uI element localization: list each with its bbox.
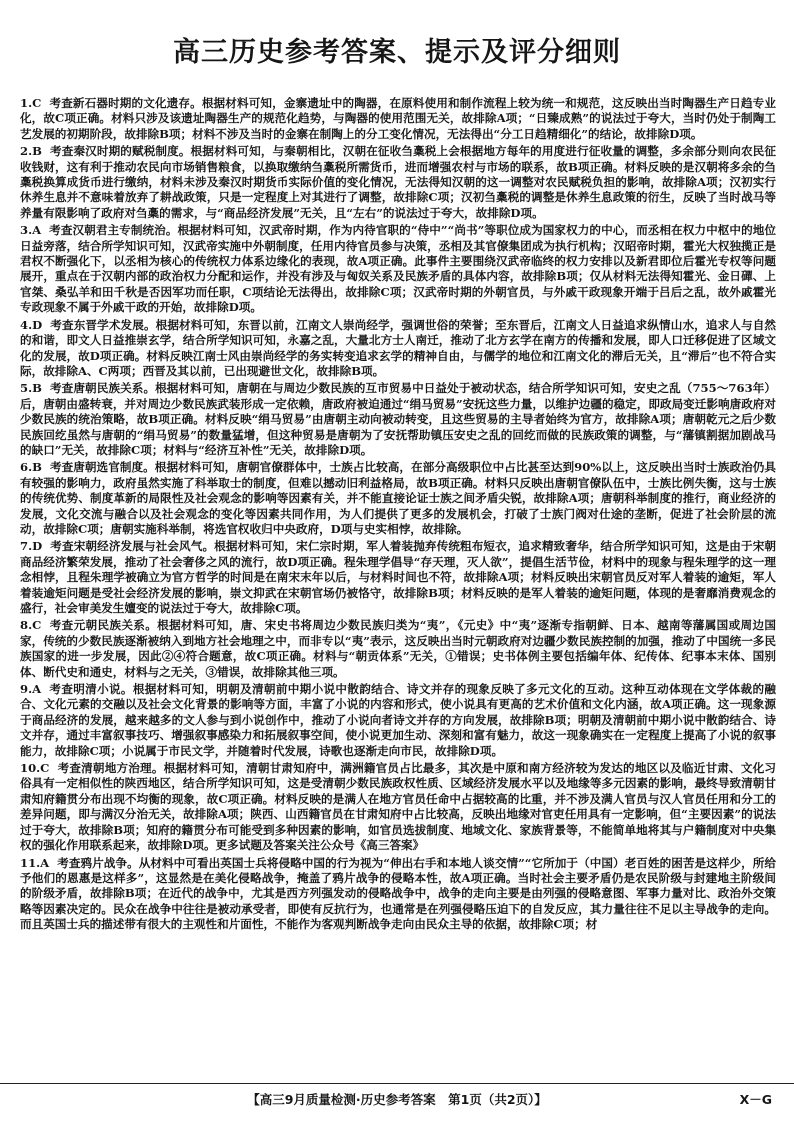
- answer-item: [20, 539, 776, 616]
- answer-item: [20, 144, 776, 221]
- answer-item: [20, 96, 776, 142]
- answer-number: 3.A: [20, 223, 42, 238]
- page-footer: [0, 1083, 794, 1108]
- answer-item: [20, 223, 776, 315]
- answer-explanation: 考查唐朝民族关系。根据材料可知，唐朝在与周边少数民族的互市贸易中日益处于被动状态，结合所学知识可知，安史之乱（755～763年）后，唐朝由盛转衰，并对周边少数民族武装形成一定依赖，唐政府被迫通过“绢马贸易”安抚这些力量，以维护边疆的稳定，即政局变迁影响唐政府对少数民族的统治策略，故B项正确。材料反映“绢马贸易”由唐朝主动向被动转变，且这些贸易的主导者始终为官方，故排除A项；唐朝乾元之后少数民族回纥虽然与唐朝的“绢马贸易”的数量猛增，但这种贸易是唐朝为了安抚帮助镇压安史之乱的回纥而做的民族政策的调整，与“藩镇割据加剧战马的缺口”无关，故排除C项；材料与“经济互补性”无关，故排除D项。: [20, 381, 776, 457]
- answer-number: 11.A: [20, 855, 50, 870]
- answer-number: 5.B: [20, 381, 42, 396]
- answer-number: 6.B: [20, 460, 42, 475]
- answer-explanation: 考查新石器时期的文化遗存。根据材料可知，金寨遗址中的陶器，在原料使用和制作流程上较为统一和规范，这反映出当时陶器生产日趋专业化，故C项正确。材料只涉及该遗址陶器生产的规范化趋势，与陶器的使用范围无关，故排除A项；“日臻成熟”的说法过于夸大，当时仍处于制陶工艺发展的初期阶段，故排除B项；材料不涉及当时的金寨在制陶上的分工变化情况，无法得出“分工日趋精细化”的结论，故排除D项。: [20, 96, 776, 141]
- answer-explanation: 考查宋朝经济发展与社会风气。根据材料可知，宋仁宗时期，军人着装抛弃传统粗布短衣，追求精致奢华，结合所学知识可知，这是由于宋朝商品经济繁荣发展，推动了社会奢侈之风的流行，故D项正确。程朱理学倡导“存天理，灭人欲”，提倡生活节俭，材料中的现象与程朱理学的这一理念相悖，且程朱理学被确立为官方哲学的时间是在南宋末年以后，与材料时间也不符，故排除A项；材料反映出宋朝官员反对军人着装的逾矩，军人着装逾矩问题是受社会经济发展的影响，崇文抑武在宋朝官场仍被恪守，故排除B项；材料反映的是军人着装的逾矩问题，体现的是奢靡消费观念的盛行，社会审美发生嬗变的说法过于夸大，故排除C项。: [20, 539, 776, 615]
- answer-item: [20, 618, 776, 680]
- page-title: 高三历史参考答案、提示及评分细则: [173, 37, 621, 68]
- answer-number: 10.C: [20, 761, 50, 776]
- answer-item: [20, 460, 776, 537]
- footer-version-code: X－G: [739, 1092, 772, 1107]
- answer-explanation: 考查秦汉时期的赋税制度。根据材料可知，与秦朝相比，汉朝在征收刍稾税上会根据地方每年的用度进行征收量的调整，多余部分则向农民征收钱财，这有利于推动农民向市场销售粮食，以换取缴纳刍稾税所需货币，进而增强农村与市场的联系，故B项正确。材料反映的是汉朝将多余的刍稾税换算成货币进行缴纳，材料未涉及秦汉时期货币实际价值的变化情况，无法得知汉朝的这一调整对农民赋税负担的影响，故排除A项；汉初实行休养生息并不意味着放弃了耕战政策，只是一定程度上对其进行了调整，故排除C项；汉初刍稾税的调整是休养生息政策的衍生，反映了当时战马等养量有限影响了政府对刍稾的需求，与“商品经济发展”无关，且“左右”的说法过于夸大，故排除D项。: [20, 144, 776, 220]
- footer-page-info: 【高三9月质量检测·历史参考答案 第1页（共2页）】: [247, 1092, 547, 1107]
- answer-explanation: 考查唐朝选官制度。根据材料可知，唐朝官僚群体中，士族占比较高，在部分高级职位中占比甚至达到90%以上，这反映出当时士族政治仍具有较强的影响力，政府虽然实施了科举取士的制度，但难以撼动旧利益格局，故B项正确。材料只反映出唐朝官僚队伍中，士族比例失衡，这与士族的传统优势、制度革新的局限性及社会观念的影响等因素有关，并不能直接论证士族之间矛盾尖锐，故排除A项；唐朝科举制度的推行，商业经济的发展，文化交流与融合以及社会观念的变化等因素共同作用，为人们提供了更多的发展机会，打破了士族门阀对仕途的垄断，促进了社会阶层的流动，故排除C项；唐朝实施科举制，将选官权收归中央政府，D项与史实相悖，故排除。: [20, 460, 776, 536]
- answer-explanation: 考查清朝地方治理。根据材料可知，清朝甘肃知府中，满洲籍官员占比最多，其次是中原和南方经济较为发达的地区以及临近甘肃、文化习俗具有一定相似性的陕西地区，结合所学知识可知，这是受清朝少数民族政权性质、区域经济发展水平以及地缘等多元因素的影响，最终导致清朝甘肃知府籍贯分布出现不均衡的现象，故C项正确。材料反映的是满人在地方官员任命中占据较高的比重，并不涉及满人官员与汉人官员任用和分工的差异问题，即与满汉分治无关，故排除A项；陕西、山西籍官员在甘肃知府中占比较高，反映出地缘对官吏任用具有一定影响，但“主要因素”的说法过于夸大，故排除B项；知府的籍贯分布可能受到多种因素的影响，如官员选拔制度、地域文化、家族背景等，不能简单地将其与户籍制度对中央集权的强化作用联系起来，故排除D项。更多试题及答案关注公众号《高三答案》: [20, 761, 776, 853]
- answer-explanation: 考查明清小说。根据材料可知，明朝及清朝前中期小说中散韵结合、诗文并存的现象反映了多元文化的互动。这种互动体现在文学体裁的融合、文化元素的交融以及社会文化背景的影响等方面，丰富了小说的内容和形式，使小说具有更高的艺术价值和文化内涵，故A项正确。这一现象源于商品经济的发展，越来越多的文人参与到小说创作中，推动了小说向者诗文并存的方向发展，故排除B项；明朝及清朝前中期小说中散韵结合、诗文并存，通过丰富叙事技巧、增强叙事感染力和拓展叙事空间，使小说更加生动、深刻和富有魅力，故这一现象确实在一定程度上提高了小说的叙事能力，故排除C项；小说属于市民文学，并随着时代发展，诗歌也逐渐走向市民，故排除D项。: [20, 682, 776, 758]
- answer-explanation: 考查汉朝君主专制统治。根据材料可知，汉武帝时期，作为内待官职的“侍中”“尚书”等职位成为国家权力的中心，而丞相在权力中枢中的地位日益旁落，结合所学知识可知，汉武帝实施中外朝制度，任用内待官员参与决策，丞相及其官僚集团成为执行机构；汉昭帝时期，霍光大权独揽正是君权不断强化下，以丞相为核心的传统权力体系边缘化的表现，故A项正确。此事件主要围绕汉武帝临终的权力安排以及新君即位后霍光专权等问题展开，重点在于汉朝内部的政治权力分配和运作，并没有涉及与匈奴关系及民族矛盾的具体内容，故排除B项；仅从材料无法得知霍光、金日磾、上官桀、桑弘羊和田千秋是否因军功而任职，C项结论无法得出，故排除C项；汉武帝时期的外朝官员，与外戚干政现象开端于吕后之乱，故外戚霍光专政现象不属于外戚干政的开始，故排除D项。: [20, 223, 776, 315]
- answer-item: [20, 682, 776, 759]
- answer-number: 2.B: [20, 144, 42, 159]
- answer-number: 1.C: [20, 96, 42, 110]
- answer-item: [20, 761, 776, 853]
- answer-number: 9.A: [20, 682, 42, 697]
- answer-item: [20, 318, 776, 380]
- answer-number: 4.D: [20, 317, 43, 332]
- answer-number: 7.D: [20, 539, 43, 554]
- answer-number: 8.C: [20, 618, 42, 633]
- answer-explanation: 考查元朝民族关系。根据材料可知，唐、宋史书将周边少数民族归类为“夷”，《元史》中“夷”逐渐专指朝鲜、日本、越南等藩属国或周边国家，传统的少数民族逐渐被纳入到地方社会地理之中，而非专以“夷”表示，这反映出当时元朝政府对边疆少数民族控制的加强，推动了中国统一多民族国家的进一步发展，因此②④符合题意，故C项正确。材料与“朝贡体系”无关，①错误；史书体例主要包括编年体、纪传体、纪事本末体、国别体、断代史和通史，材料与之无关，③错误，故排除其他三项。: [20, 618, 776, 679]
- answer-explanation: 考查东晋学术发展。根据材料可知，东晋以前，江南文人崇尚经学，强调世俗的荣誉；至东晋后，江南文人日益追求纵情山水，追求人与自然的和谐，即文人日益推崇玄学，结合所学知识可知，永嘉之乱，大量北方士人南迁，推动了北方玄学在南方的传播和发展，即人口迁移促进了区域文化的发展，故D项正确。材料反映江南士风由崇尚经学的务实转变追求玄学的精神自由，与儒学的地位和江南文化的滞后无关，且“滞后”也不符合实际，故排除A、C两项；西晋及其以前，已出现避世文化，故排除B项。: [20, 317, 776, 378]
- answer-item: [20, 381, 776, 458]
- answer-explanation: 考查鸦片战争。从材料中可看出英国士兵将侵略中国的行为视为“伸出右手和本地人谈交情”“它所加于（中国）老百姓的困苦是这样少，所给予他们的恩惠是这样多”，这显然是在美化侵略战争，掩盖了鸦片战争的侵略本性，故A项正确。当时社会主要矛盾仍是农民阶级与封建地主阶级间的阶级矛盾，故排除B项；在近代的战争中，尤其是西方列强发动的侵略战争中，战争的走向主要是由列强的侵略意图、军事力量对比、政治外交策略等因素决定的。民众在战争中往往是被动承受者，即使有反抗行为，也通常是在列强侵略压迫下的自发反应，其力量往往不足以主导战争的走向。而且英国士兵的描述带有很大的主观性和片面性，不能作为客观判断战争走向由民众主导的依据，故排除C项；材: [20, 855, 776, 932]
- answer-list: [20, 96, 776, 935]
- answer-item: [20, 856, 776, 933]
